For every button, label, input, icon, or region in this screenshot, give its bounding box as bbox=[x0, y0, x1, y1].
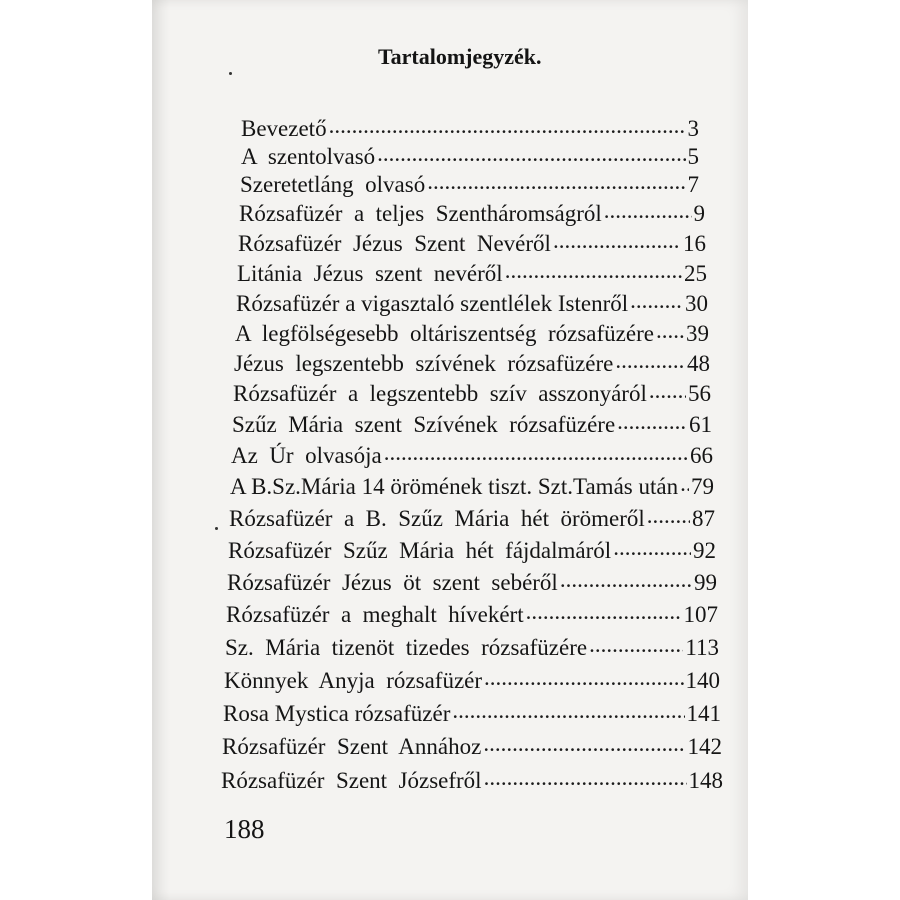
toc-entry bbox=[237, 258, 707, 287]
toc-title: Tartalomjegyzék. bbox=[378, 44, 542, 69]
toc-entry-page: 142 bbox=[687, 734, 722, 759]
toc-entry-page: 25 bbox=[684, 261, 707, 286]
toc-entry-label: Szűz Mária szent Szívének rózsafüzére bbox=[232, 412, 616, 437]
toc-entry-page: 16 bbox=[683, 231, 706, 256]
toc-entry-page: 48 bbox=[687, 351, 710, 376]
toc-entry-page: 92 bbox=[693, 538, 716, 563]
leader-dots bbox=[649, 378, 686, 401]
leader-dots bbox=[505, 258, 682, 281]
leader-dots bbox=[483, 731, 685, 754]
toc-entry-label: Bevezető bbox=[241, 116, 327, 141]
toc-entry-label: Rózsafüzér a meghalt hívekért bbox=[226, 602, 524, 627]
toc-entry-label: Rosa Mystica rózsafüzér bbox=[223, 701, 451, 726]
toc-entry-label: Sz. Mária tizenöt tizedes rózsafüzére bbox=[225, 635, 588, 660]
leader-dots bbox=[647, 503, 690, 526]
toc-entry bbox=[227, 567, 717, 596]
toc-entry-page: 148 bbox=[688, 768, 723, 793]
toc-entry-page: 3 bbox=[687, 116, 699, 141]
leader-dots bbox=[560, 567, 692, 590]
leader-dots bbox=[377, 141, 685, 164]
toc-entry-page: 113 bbox=[685, 635, 719, 660]
leader-dots bbox=[656, 318, 684, 341]
toc-entry bbox=[226, 599, 718, 628]
toc-entry bbox=[224, 665, 720, 694]
toc-entry-page: 79 bbox=[691, 474, 714, 499]
leader-dots bbox=[630, 288, 683, 311]
toc-entry-label: A legfölségesebb oltáriszentség rózsafüzére bbox=[235, 321, 654, 346]
toc-entry-label: A B.Sz.Mária 14 örömének tiszt. Szt.Tamás után bbox=[230, 474, 679, 499]
toc-entry bbox=[233, 378, 711, 407]
print-speck bbox=[215, 527, 218, 530]
leader-dots bbox=[604, 198, 692, 221]
toc-entry-page: 66 bbox=[690, 443, 713, 468]
toc-entry-label: Rózsafüzér a vigasztaló szentlélek Istenről bbox=[236, 291, 629, 316]
leader-dots bbox=[484, 765, 687, 788]
page-number: 188 bbox=[224, 814, 265, 844]
toc-entry-page: 7 bbox=[687, 172, 699, 197]
toc-entry bbox=[223, 698, 721, 727]
toc-entry-label: Rózsafüzér a legszentebb szív asszonyáról bbox=[233, 381, 647, 406]
toc-entry-label: Rózsafüzér Jézus Szent Nevéről bbox=[238, 231, 551, 256]
leader-dots bbox=[553, 228, 681, 251]
toc-entry-label: Könnyek Anyja rózsafüzér bbox=[224, 668, 483, 693]
toc-entry bbox=[240, 169, 699, 198]
toc-entry bbox=[228, 535, 716, 564]
toc-entry-label: Rózsafüzér Jézus öt szent sebéről bbox=[227, 570, 558, 595]
leader-dots bbox=[384, 440, 688, 463]
toc-entry-label: Az Úr olvasója bbox=[231, 443, 382, 468]
toc-entry-page: 9 bbox=[693, 201, 705, 226]
toc-entry-label: Litánia Jézus szent nevéről bbox=[237, 261, 503, 286]
toc-entry-label: Rózsafüzér Szent Annához bbox=[222, 734, 482, 759]
toc-entry-page: 56 bbox=[688, 381, 711, 406]
toc-entry bbox=[231, 440, 713, 469]
leader-dots bbox=[526, 599, 682, 622]
toc-entry-page: 30 bbox=[685, 291, 708, 316]
leader-dots bbox=[615, 348, 685, 371]
toc-entry-page: 140 bbox=[685, 668, 720, 693]
toc-entry bbox=[222, 731, 722, 760]
toc-entry bbox=[221, 765, 723, 794]
leader-dots bbox=[680, 471, 689, 494]
toc-entry-page: 39 bbox=[686, 321, 709, 346]
toc-entry-page: 61 bbox=[689, 412, 712, 437]
toc-entry bbox=[238, 228, 706, 257]
leader-dots bbox=[484, 665, 683, 688]
toc-entry-label: A szentolvasó bbox=[241, 144, 376, 169]
toc-entry-label: Jézus legszentebb szívének rózsafüzére bbox=[234, 351, 614, 376]
toc-entry-page: 107 bbox=[683, 602, 718, 627]
toc-entry bbox=[225, 632, 719, 661]
leader-dots bbox=[613, 535, 691, 558]
toc-entry bbox=[236, 288, 708, 317]
toc-entry-label: Rózsafüzér a B. Szűz Mária hét örömeről bbox=[229, 506, 645, 531]
toc-entry-page: 5 bbox=[687, 144, 699, 169]
leader-dots bbox=[589, 632, 683, 655]
print-speck bbox=[229, 72, 232, 75]
toc-entry-label: Rózsafüzér Szent Józsefről bbox=[221, 768, 482, 793]
toc-entry-label: Rózsafüzér a teljes Szentháromságról bbox=[239, 201, 602, 226]
toc-entry bbox=[229, 503, 715, 532]
toc-entry bbox=[241, 113, 699, 142]
toc-entry bbox=[232, 409, 712, 438]
toc-entry-page: 99 bbox=[694, 570, 717, 595]
leader-dots bbox=[427, 169, 685, 192]
toc-entry-page: 141 bbox=[686, 701, 721, 726]
toc-entry-label: Szeretetláng olvasó bbox=[240, 172, 426, 197]
leader-dots bbox=[452, 698, 684, 721]
leader-dots bbox=[617, 409, 687, 432]
toc-entry bbox=[241, 141, 699, 170]
toc-entry bbox=[239, 198, 705, 227]
toc-entry bbox=[234, 348, 710, 377]
toc-entry-label: Rózsafüzér Szűz Mária hét fájdalmáról bbox=[228, 538, 612, 563]
toc-entry bbox=[230, 471, 714, 500]
toc-entry-page: 87 bbox=[692, 506, 715, 531]
leader-dots bbox=[329, 113, 686, 136]
toc-entry bbox=[235, 318, 709, 347]
